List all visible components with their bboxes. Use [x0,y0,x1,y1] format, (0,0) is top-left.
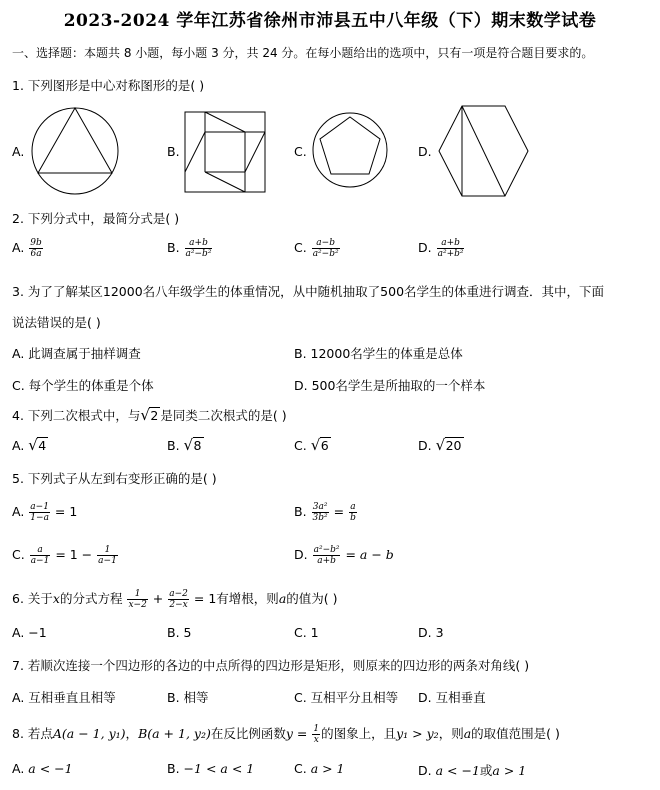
q1-option-d-label: D. [418,144,432,159]
q6-option-c: C. 1 [294,625,319,640]
question-5-stem: 5. 下列式子从左到右变形正确的是( ) [12,471,217,486]
q1-option-b-label: B. [167,144,180,159]
q5-option-b: B. $\frac{\text{3a²}}{\text{3b²}}$ = $\frac{a}{b}$ [294,502,356,523]
q3-option-c: C. 每个学生的体重是个体 [12,378,154,393]
question-2-stem: 2. 下列分式中，最简分式是( ) [12,211,180,226]
q1-option-c-label: C. [294,144,307,159]
q1-option-a-label: A. [12,144,25,159]
q7-option-c: C. 互相平分且相等 [294,690,399,705]
q8-option-d: D. a < −1或a > 1 [418,763,527,778]
q1-figure-square-pinwheel [183,110,267,194]
q2-option-b: B. $\frac{a+b}{\text{a²−b²}}$ [167,238,212,259]
q1-figure-circle-pentagon [310,108,390,188]
question-4-stem: 4. 下列二次根式中，与√ 2 是同类二次根式的是( ) [12,406,287,424]
q6-option-a: A. −1 [12,625,47,640]
q7-option-a: A. 互相垂直且相等 [12,690,116,705]
q6-option-b: B. 5 [167,625,192,640]
q7-option-b: B. 相等 [167,690,209,705]
q4-option-c: C. √ 6 [294,438,331,453]
page-title: 2023-2024 学年江苏省徐州市沛县五中八年级（下）期末数学试卷 [63,11,597,31]
q5-option-d: D. $\frac{\text{a²−b²}}{a+b}$ = a − b [294,545,394,566]
q5-option-c: C. $\frac{a}{a-1}$ = 1 − $\frac{1}{a-1}$ [12,545,117,566]
q2-option-c: C. $\frac{a-b}{\text{a²−b²}}$ [294,238,339,259]
q2-option-a: A. $\frac{9b}{6a}$ [12,238,42,259]
q3-option-d: D. 500名学生是所抽取的一个样本 [294,378,486,393]
question-1-stem: 1. 下列图形是中心对称图形的是( ) [12,78,205,93]
q1-figure-hexagon [432,103,532,199]
question-3-stem-line1: 3. 为了了解某区12000名八年级学生的体重情况，从中随机抽取了500名学生的体重进行调查．其中，下面 [12,284,605,299]
q4-option-d: D. √ 20 [418,438,464,453]
q4-option-b: B. √ 8 [167,438,204,453]
question-8-stem: 8. 若点A(a − 1, y₁)，B(a + 1, y₂)在反比例函数y = $\frac{1}{x}$ 的图象上，且y₁ > y₂，则a的取值范围是( ) [12,724,560,745]
q7-option-d: D. 互相垂直 [418,690,486,705]
q8-option-c: C. a > 1 [294,761,345,776]
question-7-stem: 7. 若顺次连接一个四边形的各边的中点所得的四边形是矩形，则原来的四边形的两条对角线( ) [12,658,530,673]
q2-option-d: D. $\frac{a+b}{\text{a²+b²}}$ [418,238,464,259]
q8-option-a: A. a < −1 [12,761,73,776]
q8-option-b: B. −1 < a < 1 [167,761,255,776]
q4-option-a: A. √ 4 [12,438,48,453]
q5-option-a: A. $\frac{a-1}{1-a}$ = 1 [12,502,78,523]
q3-option-a: A. 此调查属于抽样调查 [12,346,141,361]
q1-figure-circle-triangle [30,104,120,198]
question-3-stem-line2: 说法错误的是( ) [12,315,101,330]
section-header: 一、选择题：本题共 8 小题，每小题 3 分，共 24 分。在每小题给出的选项中，只有一项是符合题目要求的。 [12,46,594,60]
q3-option-b: B. 12000名学生的体重是总体 [294,346,463,361]
q6-option-d: D. 3 [418,625,444,640]
question-6-stem: 6. 关于x的分式方程 $\frac{1}{x-2}$ + $\frac{a-2}{2-x}$ = 1有增根，则a的值为( ) [12,589,338,610]
